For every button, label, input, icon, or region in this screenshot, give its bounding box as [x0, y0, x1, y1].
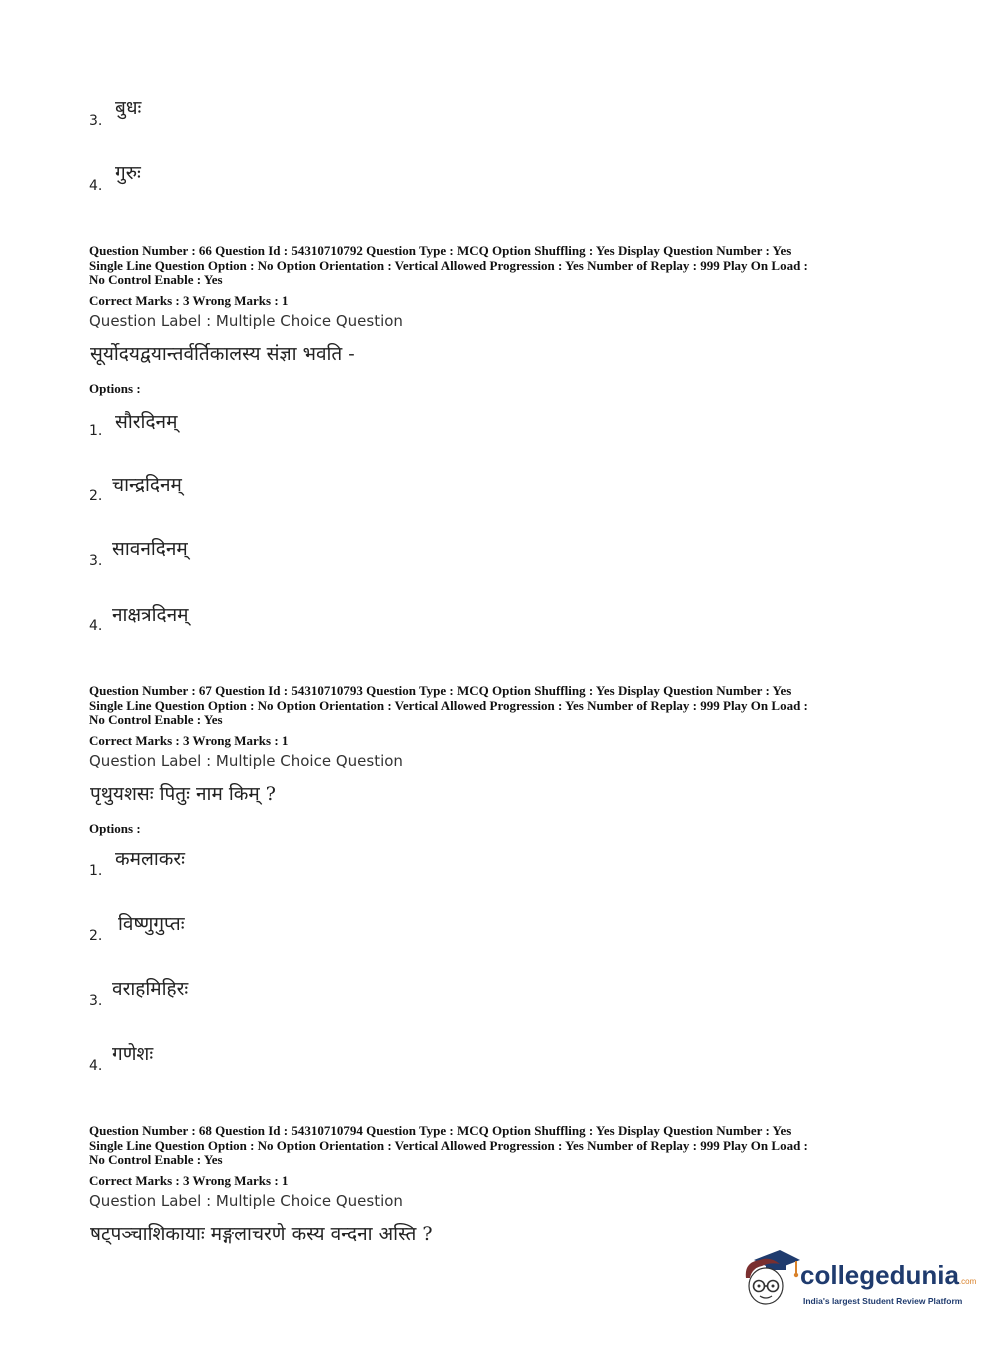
question-meta-line: Single Line Question Option : No Option Orientation : Vertical Allowed Progression : Yes Number of Replay : 999 Play On Load : [89, 257, 808, 273]
question-meta [89, 1124, 919, 1168]
options-label: Options : [89, 381, 141, 396]
question-meta-line: No Control Enable : Yes [89, 272, 223, 287]
option-number: 4. [89, 618, 103, 634]
option-text[interactable]: नाक्षत्रदिनम् [112, 604, 189, 626]
logo-tagline: India's largest Student Review Platform [803, 1296, 963, 1306]
question-meta-line: No Control Enable : Yes [89, 1152, 223, 1167]
logo-wordmark: collegedunia [800, 1260, 959, 1290]
option-number: 4. [89, 1058, 103, 1074]
question-label: Question Label : Multiple Choice Question [89, 1192, 403, 1210]
option-text[interactable]: विष्णुगुप्तः [118, 913, 185, 935]
option-text: गुरुः [115, 162, 141, 184]
option-text[interactable]: सौरदिनम् [115, 411, 178, 433]
option-number: 4. [89, 178, 103, 194]
marks-line: Correct Marks : 3 Wrong Marks : 1 [89, 1173, 289, 1188]
question-text: पृथुयशसः पितुः नाम किम् ? [90, 783, 276, 805]
question-meta-line: Single Line Question Option : No Option Orientation : Vertical Allowed Progression : Yes Number of Replay : 999 Play On Load : [89, 697, 808, 713]
option-number: 1. [89, 423, 103, 439]
question-meta-line: No Control Enable : Yes [89, 712, 223, 727]
question-meta [89, 684, 919, 728]
question-meta [89, 244, 919, 288]
option-number: 3. [89, 113, 103, 129]
option-number: 3. [89, 553, 103, 569]
question-meta-line: Question Number : 66 Question Id : 54310710792 Question Type : MCQ Option Shuffling : Yes Display Question Number : Yes [89, 243, 792, 258]
option-text[interactable]: कमलाकरः [115, 848, 185, 870]
option-text[interactable]: सावनदिनम् [112, 538, 188, 560]
option-text[interactable]: चान्द्रदिनम् [112, 474, 182, 496]
question-meta-line: Question Number : 67 Question Id : 54310710793 Question Type : MCQ Option Shuffling : Yes Display Question Number : Yes [89, 683, 792, 698]
question-meta-line: Single Line Question Option : No Option Orientation : Vertical Allowed Progression : Yes Number of Replay : 999 Play On Load : [89, 1137, 808, 1153]
question-text: सूर्योदयद्वयान्तर्वर्तिकालस्य संज्ञा भवति - [90, 343, 355, 365]
question-label: Question Label : Multiple Choice Question [89, 752, 403, 770]
option-number: 1. [89, 863, 103, 879]
option-number: 2. [89, 928, 103, 944]
options-label: Options : [89, 821, 141, 836]
marks-line: Correct Marks : 3 Wrong Marks : 1 [89, 293, 289, 308]
option-text: बुधः [115, 97, 142, 119]
option-text[interactable]: वराहमिहिरः [112, 978, 189, 1000]
question-label: Question Label : Multiple Choice Question [89, 312, 403, 330]
marks-line: Correct Marks : 3 Wrong Marks : 1 [89, 733, 289, 748]
logo-com: .com [958, 1277, 977, 1286]
collegedunia-logo[interactable] [740, 1248, 977, 1318]
option-number: 3. [89, 993, 103, 1009]
question-meta-line: Question Number : 68 Question Id : 54310710794 Question Type : MCQ Option Shuffling : Yes Display Question Number : Yes [89, 1123, 792, 1138]
question-text: षट्पञ्चाशिकायाः मङ्गलाचरणे कस्य वन्दना अस्ति ? [90, 1223, 433, 1245]
option-text[interactable]: गणेशः [112, 1043, 154, 1065]
option-number: 2. [89, 488, 103, 504]
mascot-icon [740, 1248, 802, 1310]
